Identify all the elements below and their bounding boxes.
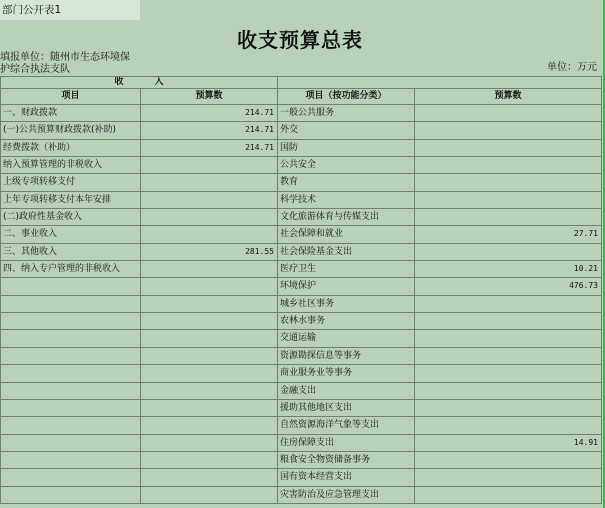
income-amount-cell: [141, 313, 277, 329]
expense-amount-cell: [415, 192, 601, 208]
income-amount-cell: [141, 261, 277, 277]
income-item-cell: [1, 330, 140, 346]
expense-item-cell: 金融支出: [278, 383, 414, 399]
income-amount-cell: [141, 435, 277, 451]
income-amount-cell: 214.71: [141, 122, 277, 138]
expense-item-cell: 一般公共服务: [278, 105, 414, 121]
reporting-unit-line-2: 护综合执法支队: [0, 64, 70, 75]
expense-item-cell: 农林水事务: [278, 313, 414, 329]
income-amount-cell: [141, 174, 277, 190]
expense-item-cell: 交通运输: [278, 330, 414, 346]
income-amount-cell: [141, 469, 277, 485]
income-item-cell: 二、事业收入: [1, 226, 140, 242]
expense-amount-cell: [415, 296, 601, 312]
income-item-cell: 三、其他收入: [1, 244, 140, 260]
income-amount-cell: [141, 365, 277, 381]
expense-amount-cell: [415, 140, 601, 156]
income-item-cell: [1, 435, 140, 451]
income-item-cell: (一)公共预算财政拨款(补助): [1, 122, 140, 138]
expense-item-cell: 住房保障支出: [278, 435, 414, 451]
income-amount-cell: [141, 348, 277, 364]
income-amount-cell: [141, 278, 277, 294]
expense-item-cell: 外交: [278, 122, 414, 138]
income-item-cell: 上年专项转移支付本年安排: [1, 192, 140, 208]
income-item-cell: 上级专项转移支付: [1, 174, 140, 190]
column-header-expense-amount: 预算数: [415, 89, 601, 104]
income-amount-cell: [141, 226, 277, 242]
expense-amount-cell: [415, 244, 601, 260]
expense-item-cell: 自然资源海洋气象等支出: [278, 417, 414, 433]
income-item-cell: 一、财政拨款: [1, 105, 140, 121]
expense-item-cell: 商业服务业等事务: [278, 365, 414, 381]
income-amount-cell: [141, 400, 277, 416]
expense-amount-cell: [415, 469, 601, 485]
expense-item-cell: 资源勘探信息等事务: [278, 348, 414, 364]
expense-item-cell: 社会保险基金支出: [278, 244, 414, 260]
income-amount-cell: [141, 157, 277, 173]
expense-item-cell: 公共安全: [278, 157, 414, 173]
expense-item-cell: 环境保护: [278, 278, 414, 294]
income-amount-cell: [141, 296, 277, 312]
income-amount-cell: [141, 209, 277, 225]
expense-item-cell: 灾害防治及应急管理支出: [278, 487, 414, 503]
expense-amount-cell: 27.71: [415, 226, 601, 242]
income-amount-cell: [141, 383, 277, 399]
expense-amount-cell: [415, 348, 601, 364]
expense-amount-cell: 476.73: [415, 278, 601, 294]
expense-amount-cell: 10.21: [415, 261, 601, 277]
expense-amount-cell: [415, 330, 601, 346]
income-amount-cell: [141, 487, 277, 503]
expense-amount-cell: [415, 174, 601, 190]
budget-table: [0, 76, 602, 504]
income-item-cell: [1, 469, 140, 485]
income-item-cell: [1, 452, 140, 468]
reporting-unit-line-1: 填报单位：随州市生态环境保: [0, 52, 130, 63]
income-item-cell: [1, 487, 140, 503]
expense-item-cell: 教育: [278, 174, 414, 190]
expense-amount-cell: [415, 400, 601, 416]
expense-item-cell: 文化旅游体育与传媒支出: [278, 209, 414, 225]
column-header-income-amount: 预算数: [141, 89, 277, 104]
expense-amount-cell: [415, 417, 601, 433]
income-item-cell: [1, 348, 140, 364]
expense-item-cell: 社会保障和就业: [278, 226, 414, 242]
column-header-income-item: 项目: [1, 89, 140, 104]
income-amount-cell: 281.55: [141, 244, 277, 260]
expense-amount-cell: [415, 157, 601, 173]
income-item-cell: [1, 383, 140, 399]
income-item-cell: [1, 278, 140, 294]
expense-item-cell: 医疗卫生: [278, 261, 414, 277]
income-item-cell: 四、纳入专户管理的非税收入: [1, 261, 140, 277]
income-amount-cell: 214.71: [141, 105, 277, 121]
income-item-cell: [1, 296, 140, 312]
income-amount-cell: [141, 417, 277, 433]
income-amount-cell: [141, 192, 277, 208]
page-title: 收支预算总表: [237, 28, 363, 52]
income-section-header: 收入: [1, 77, 277, 88]
expense-item-cell: 粮食安全物资储备事务: [278, 452, 414, 468]
expense-amount-cell: [415, 383, 601, 399]
income-item-cell: 纳入预算管理的非税收入: [1, 157, 140, 173]
income-item-cell: [1, 400, 140, 416]
expense-amount-cell: 14.91: [415, 435, 601, 451]
income-amount-cell: [141, 452, 277, 468]
income-item-cell: [1, 365, 140, 381]
expense-amount-cell: [415, 122, 601, 138]
income-item-cell: [1, 417, 140, 433]
expense-item-cell: 国有资本经营支出: [278, 469, 414, 485]
expense-amount-cell: [415, 209, 601, 225]
expense-amount-cell: [415, 105, 601, 121]
expense-amount-cell: [415, 365, 601, 381]
reporting-unit: [0, 52, 130, 76]
expense-amount-cell: [415, 313, 601, 329]
income-amount-cell: [141, 330, 277, 346]
sheet-tab[interactable]: 部门公开表1: [0, 0, 140, 20]
expense-item-cell: 科学技术: [278, 192, 414, 208]
expense-section-header: [278, 77, 601, 88]
income-item-cell: 经费拨款（补助）: [1, 140, 140, 156]
expense-item-cell: 援助其他地区支出: [278, 400, 414, 416]
column-header-expense-item: 项目（按功能分类）: [278, 89, 414, 104]
income-item-cell: (二)政府性基金收入: [1, 209, 140, 225]
expense-amount-cell: [415, 452, 601, 468]
income-item-cell: [1, 313, 140, 329]
expense-item-cell: 城乡社区事务: [278, 296, 414, 312]
expense-amount-cell: [415, 487, 601, 503]
expense-item-cell: 国防: [278, 140, 414, 156]
currency-unit-label: 单位：万元: [547, 62, 597, 73]
income-amount-cell: 214.71: [141, 140, 277, 156]
